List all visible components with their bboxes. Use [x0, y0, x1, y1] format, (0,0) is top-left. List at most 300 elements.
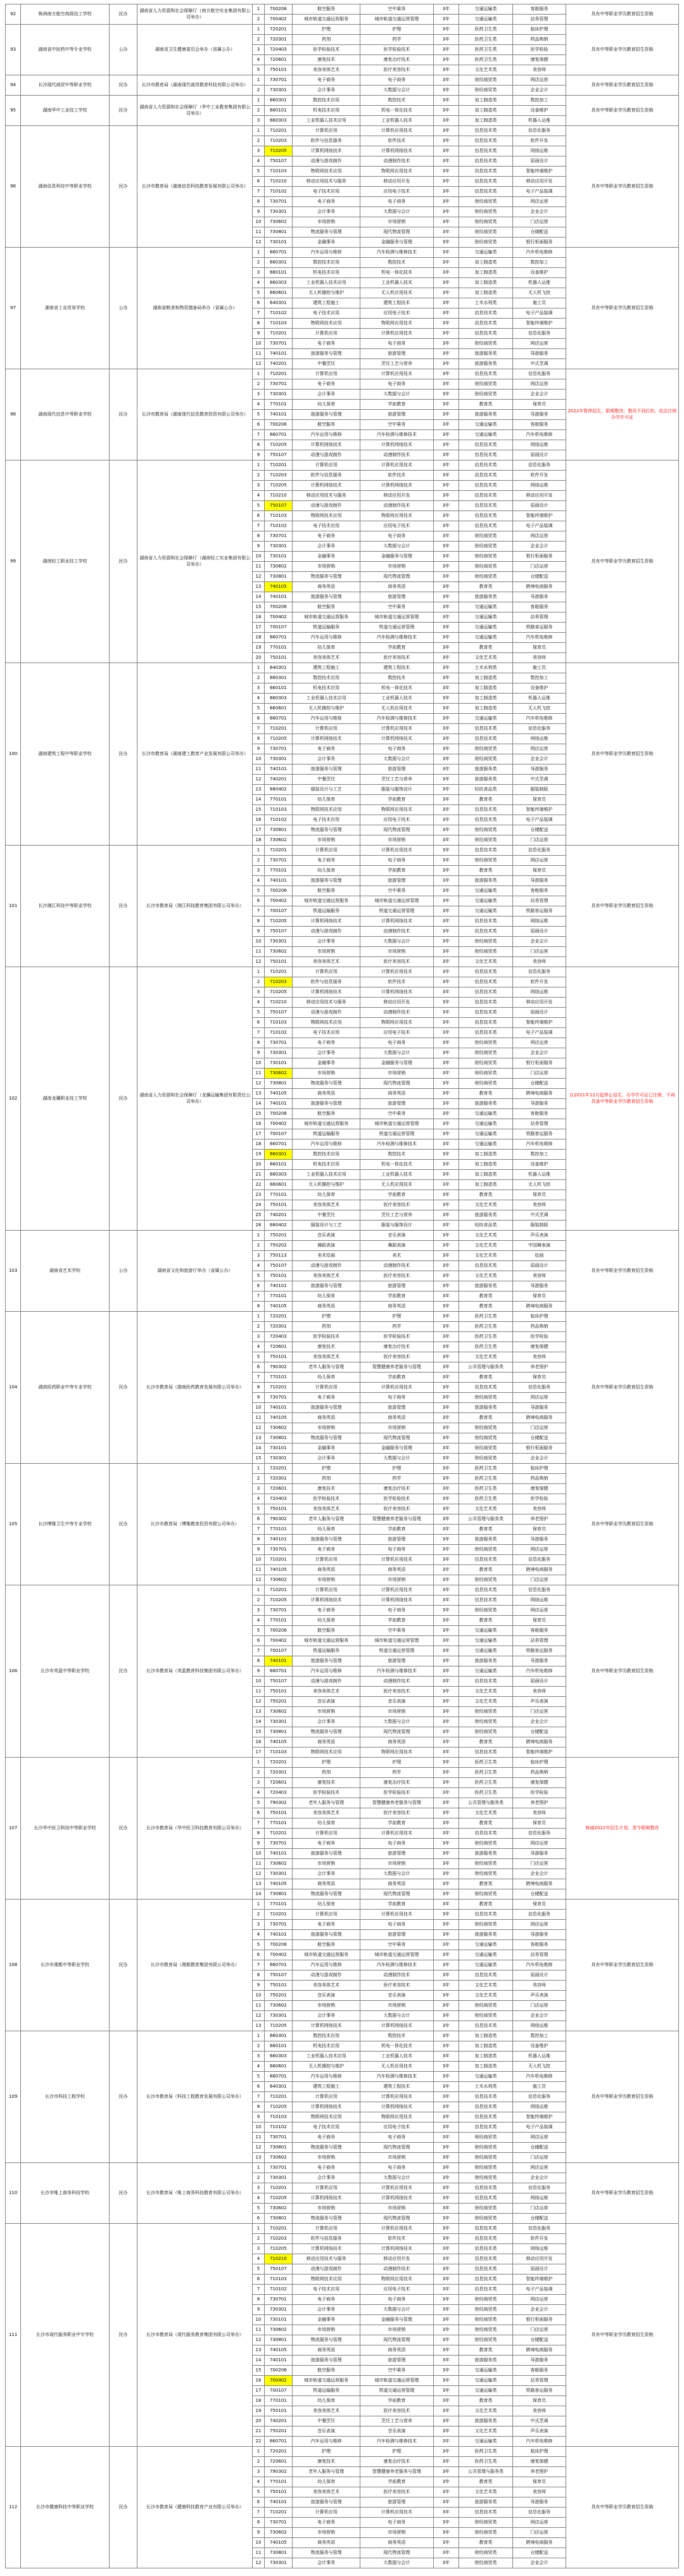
cell-category: 交通运输类	[459, 896, 513, 906]
cell-skill-direction: 原画设计	[512, 2264, 566, 2275]
cell-skill-direction: 保育员	[512, 2396, 566, 2406]
cell-skill-direction: 网店运营	[512, 2133, 566, 2143]
cell-major-code: 700107	[264, 906, 293, 917]
cell-major-name: 幼儿保育	[293, 1190, 360, 1200]
cell-category: 加工制造类	[459, 96, 513, 106]
cell-major-code: 790302	[264, 1514, 293, 1525]
cell-major-name: 旅游服务与管理	[293, 1403, 360, 1413]
cell-major-name: 药剂	[293, 1768, 360, 1778]
cell-major-name: 汽车运用与维修	[293, 2072, 360, 2082]
cell-continuing-major: 电子商务	[360, 339, 433, 349]
cell-skill-direction: 站务管理	[512, 1119, 566, 1129]
cell-skill-direction: 铁路客运服务	[512, 906, 566, 917]
cell-major-name: 软件与信息服务	[293, 977, 360, 987]
cell-major-name: 会计事务	[293, 1717, 360, 1727]
schools-table	[5, 4, 679, 2568]
cell-continuing-major: 医疗美容技术	[360, 2487, 433, 2497]
cell-continuing-major: 旅游管理	[360, 2356, 433, 2366]
cell-major-name: 护理	[293, 1758, 360, 1768]
cell-major-index: 20	[253, 1160, 264, 1170]
cell-skill-direction: 汽车机电维修	[512, 248, 566, 258]
cell-skill-direction: 数控加工	[512, 1150, 566, 1160]
cell-major-index: 17	[253, 623, 264, 633]
cell-major-code: 710205	[264, 440, 293, 450]
cell-major-code: 710103	[264, 2275, 293, 2285]
cell-major-index: 12	[253, 359, 264, 369]
cell-category: 信息技术类	[459, 927, 513, 937]
cell-major-code: 740101	[264, 1656, 293, 1666]
cell-major-name: 市场营销	[293, 562, 360, 572]
cell-major-index: 18	[253, 633, 264, 643]
cell-continuing-major: 汽车检测与维修技术	[360, 2437, 433, 2447]
cell-major-index: 10	[253, 1677, 264, 1687]
cell-category: 财经商贸类	[459, 2548, 513, 2558]
cell-years: 3年	[433, 25, 459, 35]
cell-major-name: 铁道运输服务	[293, 1129, 360, 1139]
cell-category: 信息技术类	[459, 126, 513, 136]
cell-category: 医药卫生类	[459, 25, 513, 35]
cell-skill-direction: 网店运营	[512, 379, 566, 390]
cell-continuing-major: 移动应用开发	[360, 491, 433, 501]
cell-continuing-major: 现代物流管理	[360, 2548, 433, 2558]
cell-category: 旅游服务类	[459, 1099, 513, 1109]
cell-major-index: 10	[253, 2122, 264, 2133]
cell-type: 公办	[109, 25, 137, 75]
cell-continuing-major: 学前教育	[360, 1900, 433, 1910]
cell-continuing-major: 空中乘务	[360, 1626, 433, 1636]
cell-school: 湖南华中工业技工学校	[21, 96, 110, 126]
cell-major-index: 12	[253, 2558, 264, 2568]
cell-major-name: 会计事务	[293, 390, 360, 400]
cell-major-name: 旅游服务与管理	[293, 2356, 360, 2366]
cell-major-code: 740101	[264, 592, 293, 602]
cell-continuing-major: 学前教育	[360, 795, 433, 805]
cell-major-index: 10	[253, 339, 264, 349]
cell-major-name: 中餐烹饪	[293, 775, 360, 785]
cell-major-name: 市场营销	[293, 1707, 360, 1717]
cell-years: 3年	[433, 1575, 459, 1585]
cell-major-index: 8	[253, 2295, 264, 2305]
cell-major-index: 12	[253, 2335, 264, 2345]
cell-years: 3年	[433, 2031, 459, 2041]
cell-skill-direction: 原画设计	[512, 927, 566, 937]
cell-major-name: 计算机网络技术	[293, 1596, 360, 1606]
cell-years: 3年	[433, 1758, 459, 1768]
cell-type: 民办	[109, 967, 137, 1231]
cell-major-code: 710201	[264, 1585, 293, 1596]
cell-skill-direction: 网络运维	[512, 481, 566, 491]
cell-major-index: 4	[253, 2062, 264, 2072]
cell-category: 公共管理与服务类	[459, 2467, 513, 2477]
cell-category: 财经商贸类	[459, 744, 513, 754]
cell-school: 株洲南方航空高级技工学校	[21, 4, 110, 25]
cell-major-code: 660101	[264, 683, 293, 694]
cell-years: 3年	[433, 1596, 459, 1606]
cell-major-index: 16	[253, 2376, 264, 2386]
cell-skill-direction: 服装制版	[512, 785, 566, 795]
cell-major-name: 铁道运输服务	[293, 623, 360, 633]
cell-major-name: 市场营销	[293, 2325, 360, 2335]
cell-skill-direction: 网络运维	[512, 2021, 566, 2031]
cell-continuing-major: 现代物流管理	[360, 1433, 433, 1443]
cell-years: 3年	[433, 1058, 459, 1069]
cell-category: 财经商贸类	[459, 1393, 513, 1403]
cell-continuing-major: 医学检验技术	[360, 1494, 433, 1504]
cell-major-index: 10	[253, 2538, 264, 2548]
cell-skill-direction: 仓储配送	[512, 227, 566, 238]
cell-school: 长沙市唯上商务科技学校	[21, 2163, 110, 2224]
cell-major-code: 730301	[264, 2173, 293, 2183]
cell-category: 财经商贸类	[459, 86, 513, 96]
cell-skill-direction: 导游服务	[512, 349, 566, 359]
cell-skill-direction: 网络运维	[512, 987, 566, 998]
cell-skill-direction: 汽车机电维修	[512, 633, 566, 643]
cell-years: 3年	[433, 35, 459, 45]
cell-category: 信息技术类	[459, 967, 513, 977]
cell-category: 交通运输类	[459, 1626, 513, 1636]
cell-category: 信息技术类	[459, 1028, 513, 1038]
cell-years: 3年	[433, 846, 459, 856]
cell-years: 3年	[433, 2153, 459, 2163]
cell-major-index: 7	[253, 2285, 264, 2295]
cell-major-name: 电子商务	[293, 2295, 360, 2305]
cell-continuing-major: 计算机网络技术	[360, 440, 433, 450]
cell-major-name: 物联网技术应用	[293, 805, 360, 815]
cell-type: 民办	[109, 96, 137, 126]
cell-category: 交通运输类	[459, 1960, 513, 1970]
cell-skill-direction: 企业会计	[512, 207, 566, 217]
cell-major-name: 金融事务	[293, 2315, 360, 2325]
cell-skill-direction: 客舱服务	[512, 2366, 566, 2376]
cell-major-name: 服装设计与工艺	[293, 1221, 360, 1231]
cell-major-name: 旅游服务与管理	[293, 1930, 360, 1940]
cell-major-code: 700107	[264, 1129, 293, 1139]
cell-major-code: 660301	[264, 1150, 293, 1160]
cell-category: 财经商贸类	[459, 1545, 513, 1555]
cell-years: 3年	[433, 2244, 459, 2254]
cell-skill-direction: 保育员	[512, 1818, 566, 1829]
cell-skill-direction: 美容师	[512, 1271, 566, 1281]
cell-major-code: 710102	[264, 308, 293, 319]
cell-major-code: 750113	[264, 1251, 293, 1261]
cell-years: 3年	[433, 1302, 459, 1312]
cell-skill-direction: 仓储配送	[512, 1433, 566, 1443]
cell-continuing-major: 物联网应用技术	[360, 2112, 433, 2122]
cell-continuing-major: 市场营销	[360, 217, 433, 227]
cell-continuing-major: 空中乘务	[360, 602, 433, 612]
cell-years: 3年	[433, 1677, 459, 1687]
cell-major-index: 4	[253, 2254, 264, 2264]
cell-skill-direction: 原画设计	[512, 1008, 566, 1018]
cell-major-index: 11	[253, 1069, 264, 1079]
cell-skill-direction: 美容师	[512, 653, 566, 663]
cell-type: 民办	[109, 2224, 137, 2447]
cell-major-name: 商务英语	[293, 582, 360, 592]
cell-category: 财经商贸类	[459, 379, 513, 390]
cell-major-code: 730301	[264, 754, 293, 765]
cell-major-code: 700107	[264, 623, 293, 633]
cell-years: 3年	[433, 866, 459, 876]
cell-continuing-major: 移动应用开发	[360, 2254, 433, 2264]
cell-major-index: 10	[253, 754, 264, 765]
cell-major-code: 710201	[264, 1383, 293, 1393]
cell-major-code: 750101	[264, 653, 293, 663]
cell-type: 民办	[109, 1585, 137, 1758]
cell-years: 3年	[433, 825, 459, 835]
cell-skill-direction: 机器人运维	[512, 1170, 566, 1180]
cell-years: 3年	[433, 957, 459, 967]
cell-category: 医药卫生类	[459, 2457, 513, 2467]
cell-years: 3年	[433, 15, 459, 25]
cell-continuing-major: 建筑工程技术	[360, 663, 433, 673]
cell-years: 3年	[433, 2072, 459, 2082]
cell-years: 3年	[433, 1281, 459, 1291]
cell-skill-direction: 导游服务	[512, 1930, 566, 1940]
cell-years: 3年	[433, 1150, 459, 1160]
cell-skill-direction: 门店运营	[512, 562, 566, 572]
cell-major-index: 15	[253, 1109, 264, 1119]
cell-years: 3年	[433, 1373, 459, 1383]
cell-major-name: 电子商务	[293, 531, 360, 542]
cell-major-code: 660101	[264, 106, 293, 116]
cell-major-index: 9	[253, 1545, 264, 1555]
cell-school: 湖南省工业贸易学校	[21, 248, 110, 369]
cell-years: 3年	[433, 1129, 459, 1139]
cell-major-code: 750101	[264, 1687, 293, 1697]
cell-continuing-major: 智慧健康养老服务与管理	[360, 1514, 433, 1525]
cell-major-index: 17	[253, 2386, 264, 2396]
table-row	[6, 2224, 679, 2234]
cell-no: 105	[6, 1464, 21, 1585]
cell-years: 3年	[433, 612, 459, 623]
cell-years: 3年	[433, 126, 459, 136]
cell-sponsor: 长沙市教育局（湖南信息科技教育发展有限公司举办）	[137, 126, 253, 248]
cell-major-index: 1	[253, 663, 264, 673]
cell-major-code: 750201	[264, 1231, 293, 1241]
cell-major-code: 740105	[264, 1413, 293, 1423]
cell-category: 旅游服务类	[459, 349, 513, 359]
cell-major-name: 物联网技术应用	[293, 167, 360, 177]
cell-continuing-major: 金融服务与管理	[360, 1058, 433, 1069]
cell-skill-direction: 移动应用开发	[512, 2254, 566, 2264]
cell-skill-direction: 网店运营	[512, 2518, 566, 2528]
cell-continuing-major: 音乐表演	[360, 2427, 433, 2437]
cell-category: 旅游服务类	[459, 2497, 513, 2508]
cell-continuing-major: 空中乘务	[360, 886, 433, 896]
cell-skill-direction: 网店运营	[512, 856, 566, 866]
cell-major-index: 6	[253, 1018, 264, 1028]
cell-major-code: 720201	[264, 1464, 293, 1474]
cell-major-code: 710102	[264, 2285, 293, 2295]
cell-major-name: 金融事务	[293, 1058, 360, 1069]
cell-major-code: 740105	[264, 1302, 293, 1312]
cell-major-name: 铁道运输服务	[293, 2386, 360, 2396]
cell-continuing-major: 市场营销	[360, 947, 433, 957]
cell-continuing-major: 医疗美容技术	[360, 1352, 433, 1362]
cell-major-name: 金融事务	[293, 552, 360, 562]
cell-continuing-major: 电子商务	[360, 379, 433, 390]
cell-continuing-major: 无人机应用技术	[360, 704, 433, 714]
cell-major-code: 740105	[264, 2538, 293, 2548]
cell-major-name: 电子商务	[293, 2133, 360, 2143]
cell-years: 3年	[433, 1200, 459, 1210]
cell-skill-direction: 网络运维	[512, 440, 566, 450]
cell-years: 3年	[433, 1889, 459, 1900]
cell-category: 信息技术类	[459, 1970, 513, 1981]
cell-category: 土木水利类	[459, 663, 513, 673]
cell-category: 信息技术类	[459, 2102, 513, 2112]
cell-years: 3年	[433, 1727, 459, 1737]
cell-major-index: 9	[253, 744, 264, 754]
cell-years: 3年	[433, 1038, 459, 1048]
cell-major-index: 21	[253, 2427, 264, 2437]
cell-category: 财经商贸类	[459, 1869, 513, 1879]
cell-major-name: 计算机应用	[293, 2183, 360, 2193]
cell-category: 财经商贸类	[459, 197, 513, 207]
cell-years: 3年	[433, 1393, 459, 1403]
cell-skill-direction: 客舱服务	[512, 1109, 566, 1119]
cell-no: 104	[6, 1312, 21, 1464]
cell-continuing-major: 软件技术	[360, 471, 433, 481]
cell-major-name: 物流服务与管理	[293, 1727, 360, 1737]
cell-major-code: 730602	[264, 2204, 293, 2214]
cell-major-name: 中餐烹饪	[293, 2416, 360, 2427]
cell-major-index: 26	[253, 1221, 264, 1231]
cell-years: 3年	[433, 248, 459, 258]
cell-major-code: 660303	[264, 694, 293, 704]
cell-major-name: 音乐表演	[293, 2427, 360, 2437]
cell-skill-direction: 临床护理	[512, 1758, 566, 1768]
cell-skill-direction: 铁路客运服务	[512, 623, 566, 633]
cell-continuing-major: 市场营销	[360, 1707, 433, 1717]
cell-continuing-major: 动漫制作技术	[360, 1261, 433, 1271]
cell-major-index: 7	[253, 1291, 264, 1302]
cell-skill-direction: 网络运维	[512, 917, 566, 927]
cell-category: 加工制造类	[459, 1180, 513, 1190]
cell-continuing-major: 康复治疗技术	[360, 1342, 433, 1352]
cell-major-index: 3	[253, 2244, 264, 2254]
cell-major-code: 660601	[264, 2062, 293, 2072]
cell-continuing-major: 电子商务	[360, 197, 433, 207]
table-row	[6, 663, 679, 673]
cell-years: 3年	[433, 1717, 459, 1727]
cell-type: 民办	[109, 2447, 137, 2568]
cell-major-name: 幼儿保育	[293, 1818, 360, 1829]
cell-category: 文化艺术类	[459, 2427, 513, 2437]
cell-major-name: 服装设计与工艺	[293, 785, 360, 795]
cell-major-name: 计算机应用	[293, 2508, 360, 2518]
cell-continuing-major: 大数据与会计	[360, 2011, 433, 2021]
cell-years: 3年	[433, 1768, 459, 1778]
cell-major-code: 770101	[264, 400, 293, 410]
cell-major-code: 750101	[264, 2406, 293, 2416]
cell-category: 信息技术类	[459, 146, 513, 156]
cell-major-index: 12	[253, 775, 264, 785]
cell-major-name: 电子商务	[293, 1839, 360, 1849]
cell-category: 旅游服务类	[459, 2416, 513, 2427]
cell-skill-direction: 网店运营	[512, 1920, 566, 1930]
cell-skill-direction: 门店运营	[512, 1707, 566, 1717]
cell-major-name: 数控技术应用	[293, 96, 360, 106]
cell-major-index: 2	[253, 1241, 264, 1251]
cell-school: 长沙市英蓝中等职业学校	[21, 1585, 110, 1758]
cell-major-name: 美容美体艺术	[293, 1687, 360, 1697]
cell-category: 文化艺术类	[459, 1200, 513, 1210]
cell-skill-direction: 美容师	[512, 2487, 566, 2497]
cell-continuing-major: 商务英语	[360, 1413, 433, 1423]
cell-category: 加工制造类	[459, 116, 513, 126]
cell-major-index: 2	[253, 1910, 264, 1920]
cell-years: 3年	[433, 2477, 459, 2487]
cell-major-index: 6	[253, 1281, 264, 1291]
cell-continuing-major: 城市轨道交通运营管理	[360, 1119, 433, 1129]
cell-major-index: 1	[253, 846, 264, 856]
cell-major-index: 10	[253, 1849, 264, 1859]
cell-major-code: 700206	[264, 420, 293, 430]
cell-major-index: 6	[253, 1636, 264, 1646]
cell-major-index: 12	[253, 1423, 264, 1433]
cell-category: 交通运输类	[459, 1950, 513, 1960]
cell-skill-direction: 保育员	[512, 1373, 566, 1383]
cell-category: 信息技术类	[459, 491, 513, 501]
cell-category: 财经商贸类	[459, 1433, 513, 1443]
cell-years: 3年	[433, 967, 459, 977]
cell-major-code: 730602	[264, 1575, 293, 1585]
cell-major-index: 22	[253, 1180, 264, 1190]
cell-major-name: 计算机网络技术	[293, 146, 360, 156]
cell-continuing-major: 铁道交通运营管理	[360, 1129, 433, 1139]
cell-major-name: 美容美体艺术	[293, 957, 360, 967]
cell-continuing-major: 动漫制作技术	[360, 2264, 433, 2275]
cell-major-name: 会计事务	[293, 1869, 360, 1879]
cell-major-index: 3	[253, 2052, 264, 2062]
cell-years: 3年	[433, 2457, 459, 2467]
cell-major-name: 旅游服务与管理	[293, 410, 360, 420]
cell-sponsor: 长沙市教育局（湘都教育集团有限公司举办）	[137, 1900, 253, 2031]
cell-skill-direction: 美容师	[512, 1687, 566, 1697]
cell-years: 3年	[433, 694, 459, 704]
cell-skill-direction: 养老照护	[512, 1798, 566, 1808]
cell-category: 财经商贸类	[459, 2133, 513, 2143]
cell-major-code: 790302	[264, 2467, 293, 2477]
cell-major-index: 5	[253, 501, 264, 511]
cell-skill-direction: 临床护理	[512, 1312, 566, 1322]
cell-continuing-major: 计算机应用技术	[360, 846, 433, 856]
cell-major-index: 2	[253, 106, 264, 116]
cell-continuing-major: 大数据与会计	[360, 1048, 433, 1058]
cell-major-code: 730801	[264, 1889, 293, 1900]
cell-sponsor: 长沙市教育局（现代服务教育集团有限公司举办）	[137, 2224, 253, 2447]
cell-years: 3年	[433, 379, 459, 390]
cell-major-index: 9	[253, 2305, 264, 2315]
cell-skill-direction: 设备维护	[512, 683, 566, 694]
cell-major-name: 美容美体艺术	[293, 2487, 360, 2497]
cell-skill-direction: 软件开发	[512, 471, 566, 481]
cell-major-index: 1	[253, 25, 264, 35]
cell-continuing-major: 康复治疗技术	[360, 1778, 433, 1788]
cell-major-name: 航空服务	[293, 1626, 360, 1636]
cell-skill-direction: 银行柜面服务	[512, 238, 566, 248]
cell-major-index: 2	[253, 471, 264, 481]
cell-years: 3年	[433, 238, 459, 248]
cell-category: 财经商贸类	[459, 1069, 513, 1079]
cell-skill-direction: 绘画	[512, 1251, 566, 1261]
cell-years: 3年	[433, 663, 459, 673]
cell-skill-direction: 网店运营	[512, 339, 566, 349]
cell-years: 3年	[433, 2264, 459, 2275]
cell-major-code: 790302	[264, 1798, 293, 1808]
cell-continuing-major: 学前教育	[360, 1291, 433, 1302]
